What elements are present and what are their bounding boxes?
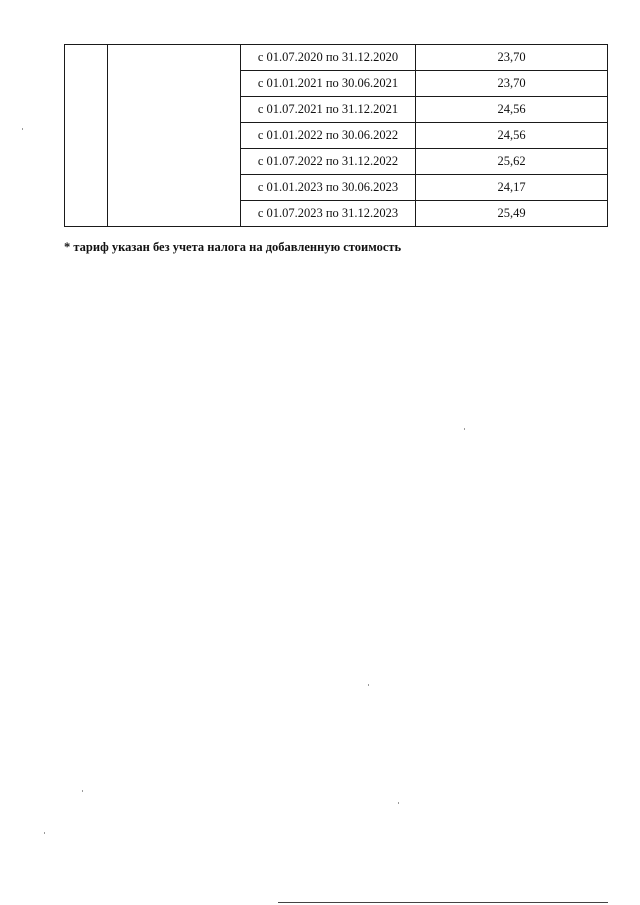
tariff-value-cell: 23,70 (416, 71, 608, 97)
period-cell: с 01.01.2021 по 30.06.2021 (241, 71, 416, 97)
tariff-value-cell: 23,70 (416, 45, 608, 71)
tariff-table (64, 44, 608, 227)
scan-speck (464, 428, 465, 430)
scan-speck (368, 684, 369, 686)
scan-speck (22, 128, 23, 130)
organization-cell (108, 45, 241, 227)
period-cell: с 01.07.2022 по 31.12.2022 (241, 149, 416, 175)
table-row (65, 45, 608, 71)
scan-speck (44, 832, 45, 834)
period-cell: с 01.01.2022 по 30.06.2022 (241, 123, 416, 149)
row-number-cell (65, 45, 108, 227)
tariff-value-cell: 25,62 (416, 149, 608, 175)
period-cell: с 01.01.2023 по 30.06.2023 (241, 175, 416, 201)
vat-footnote: * тариф указан без учета налога на добавленную стоимость (64, 240, 402, 254)
tariff-value-cell: 24,56 (416, 123, 608, 149)
period-cell: с 01.07.2023 по 31.12.2023 (241, 201, 416, 227)
period-cell: с 01.07.2021 по 31.12.2021 (241, 97, 416, 123)
period-cell: с 01.07.2020 по 31.12.2020 (241, 45, 416, 71)
tariff-value-cell: 24,17 (416, 175, 608, 201)
tariff-value-cell: 25,49 (416, 201, 608, 227)
bottom-rule (278, 902, 608, 903)
scan-speck (82, 790, 83, 792)
tariff-value-cell: 24,56 (416, 97, 608, 123)
scan-speck (398, 802, 399, 804)
